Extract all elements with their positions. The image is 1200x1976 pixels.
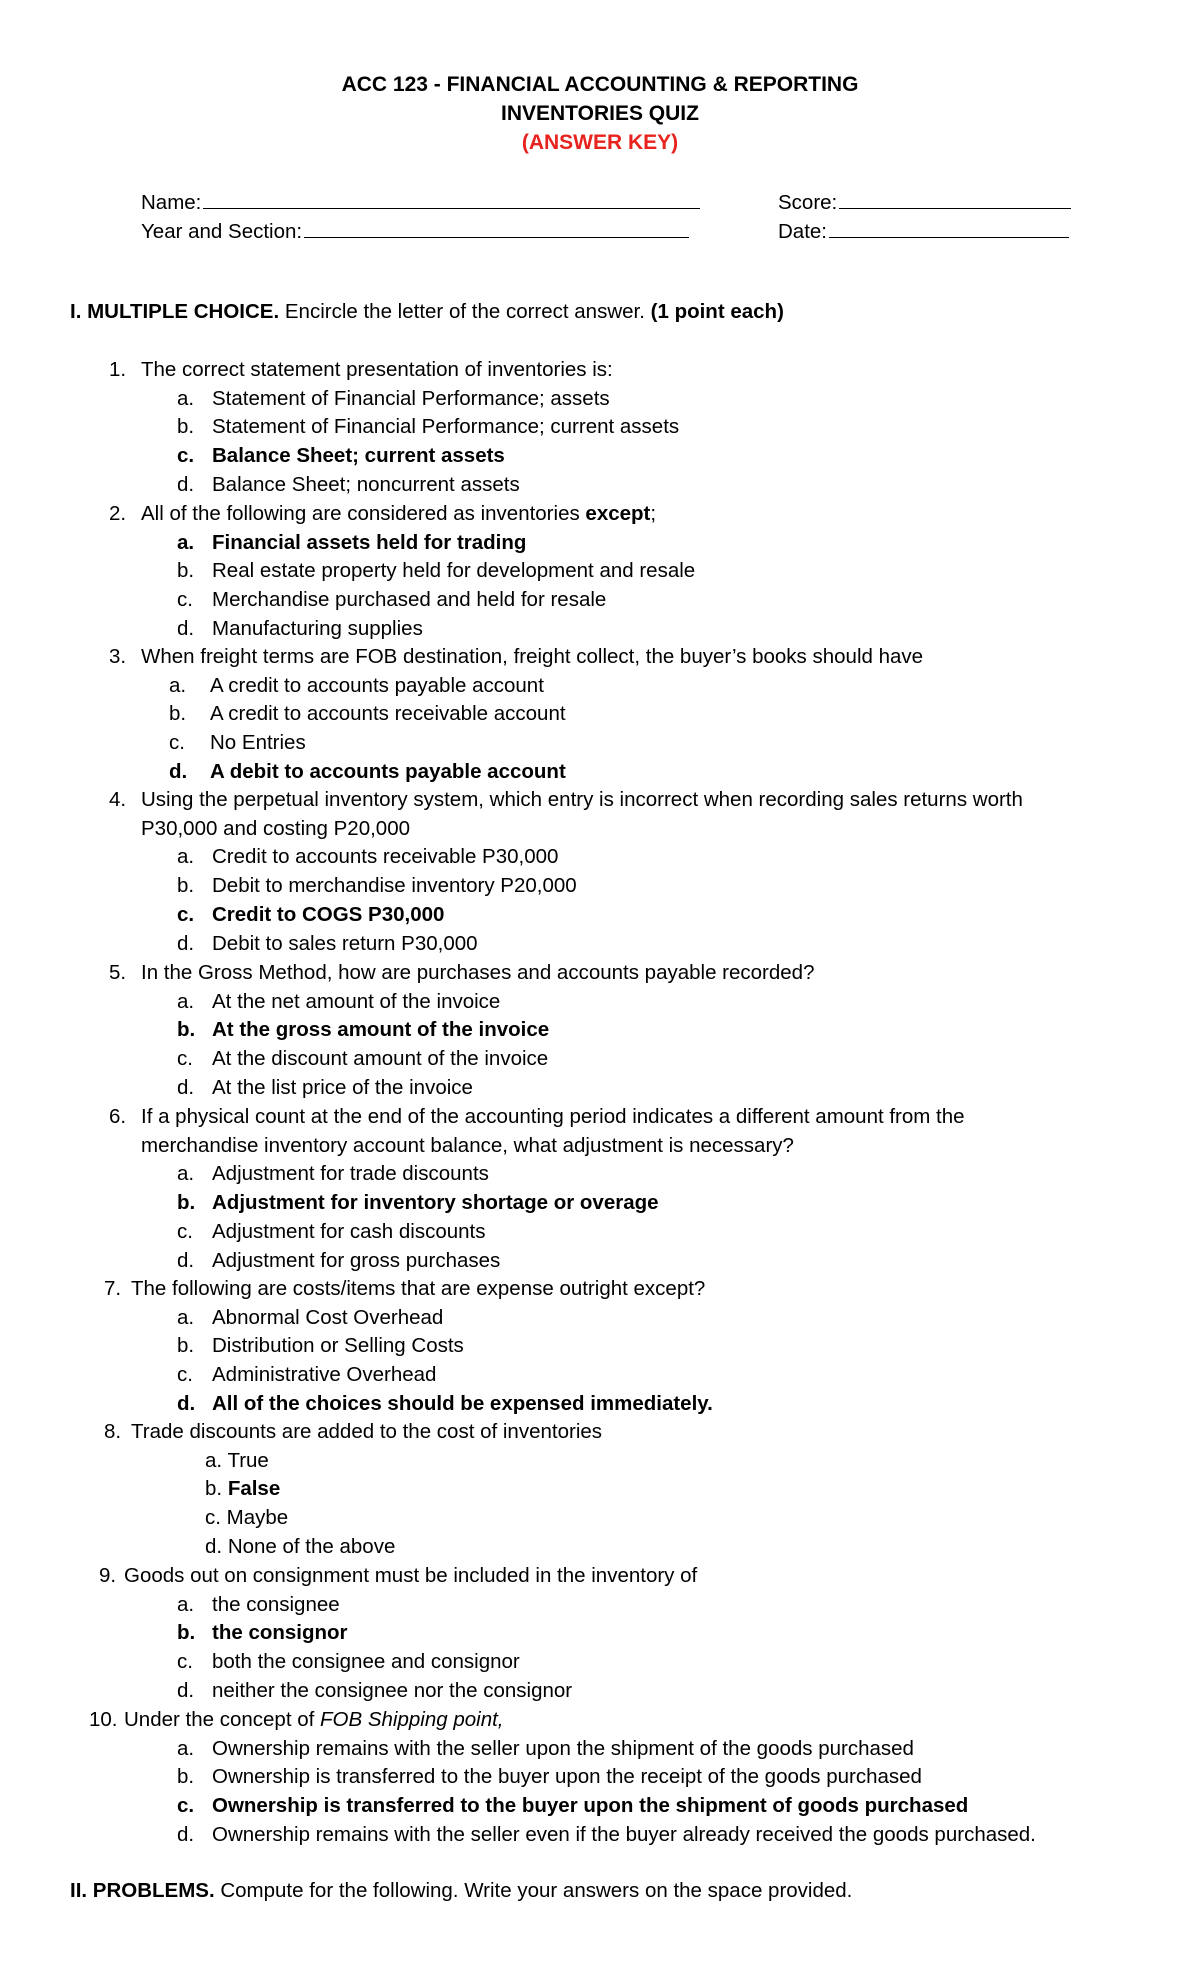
question-text: [141, 790, 1023, 811]
choice-letter: c.: [177, 1650, 193, 1674]
name-blank: [203, 189, 700, 209]
date-field: [778, 218, 1069, 243]
question-text: [124, 1710, 504, 1731]
choice-text: Balance Sheet; noncurrent assets: [212, 472, 520, 496]
choice-text: Adjustment for trade discounts: [212, 1162, 489, 1186]
question-number: 6.: [109, 1105, 127, 1128]
year-section-field: [141, 218, 689, 243]
choice-letter: a.: [205, 1448, 223, 1472]
question-text: [141, 647, 923, 668]
question-number: 5.: [109, 961, 127, 984]
choice-letter: d.: [177, 472, 195, 496]
choice-text: Credit to accounts receivable P30,000: [212, 845, 559, 869]
choice-letter: c.: [177, 1363, 193, 1387]
choice-letter: a.: [169, 673, 187, 697]
correct-answer: Financial assets held for trading: [212, 530, 527, 554]
score-blank: [839, 189, 1071, 209]
correct-answer: At the gross amount of the invoice: [212, 1018, 550, 1042]
correct-answer: All of the choices should be expensed immediately.: [212, 1391, 713, 1415]
question-text: [131, 1422, 602, 1443]
question-text-continued: P30,000 and costing P20,000: [141, 816, 410, 840]
choice-letter: a.: [177, 1736, 195, 1760]
question-text-part: Trade discounts are added to the cost of inventories: [131, 1420, 603, 1443]
question-number: 4.: [109, 788, 127, 811]
answer-key-label: (ANSWER KEY): [521, 131, 679, 154]
question-text-emphasis: except: [585, 502, 651, 525]
choice-letter: d.: [205, 1534, 223, 1558]
correct-answer: False: [227, 1477, 281, 1501]
choice-text: None of the above: [227, 1534, 396, 1558]
choice-letter: b.: [177, 415, 195, 439]
choice-text: Statement of Financial Performance; assets: [212, 386, 610, 410]
choice-letter: d.: [177, 1248, 195, 1272]
choice-text: Merchandise purchased and held for resale: [212, 588, 607, 612]
question-text: [141, 504, 656, 525]
choice-text: Manufacturing supplies: [212, 616, 423, 640]
choice-letter: c.: [177, 588, 193, 612]
choice-text: True: [227, 1448, 269, 1472]
choice-text: Adjustment for gross purchases: [212, 1248, 501, 1272]
choice-letter: c.: [177, 902, 195, 926]
date-label: Date:: [778, 220, 827, 243]
choice-letter: c.: [177, 1219, 193, 1243]
choice-text: Debit to merchandise inventory P20,000: [212, 874, 577, 898]
name-field: [141, 189, 700, 214]
name-label: Name:: [141, 191, 202, 214]
question-text-part: Goods out on consignment must be included in the inventory of: [124, 1564, 698, 1587]
choice-letter: d.: [177, 1391, 196, 1415]
choice-text: Abnormal Cost Overhead: [212, 1305, 444, 1329]
choice-letter: b.: [177, 1018, 196, 1042]
choice-letter: b.: [177, 874, 195, 898]
choice-letter: d.: [177, 931, 195, 955]
choice-letter: b.: [177, 1765, 195, 1789]
choice-text: A credit to accounts payable account: [210, 673, 544, 697]
choice-letter: a.: [177, 1305, 195, 1329]
course-title: ACC 123 - FINANCIAL ACCOUNTING & REPORTING: [341, 73, 859, 96]
choice-letter: a.: [177, 845, 195, 869]
choice-text: both the consignee and consignor: [212, 1650, 520, 1674]
question-text-part: Using the perpetual inventory system, which entry is incorrect when recording sales returns worth: [141, 788, 1023, 811]
choice-text: Distribution or Selling Costs: [212, 1334, 464, 1358]
question-number: 8.: [104, 1420, 122, 1443]
question-text-part: All of the following are considered as inventories: [141, 502, 586, 525]
choice-text: Ownership remains with the seller even if the buyer already received the goods purchased.: [212, 1822, 1036, 1846]
question-number: 1.: [109, 358, 127, 381]
question-text-end: ;: [650, 502, 657, 525]
section-1-points: (1 point each): [650, 300, 784, 323]
year-section-blank: [304, 218, 689, 238]
choice-letter: b.: [177, 559, 195, 583]
choice-text: the consignee: [212, 1592, 340, 1616]
question-text-italic: FOB Shipping point,: [320, 1708, 504, 1731]
section-1-title: I. MULTIPLE CHOICE.: [70, 300, 280, 323]
choice-letter: c.: [177, 1794, 195, 1818]
correct-answer: Adjustment for inventory shortage or overage: [212, 1191, 659, 1215]
score-label: Score:: [778, 191, 838, 214]
choice-letter: b.: [177, 1191, 196, 1215]
score-field: [778, 189, 1071, 214]
choice-b: [205, 1479, 280, 1500]
question-text-part: The correct statement presentation of inventories is:: [141, 358, 613, 381]
choice-letter: c.: [205, 1506, 221, 1530]
section-2-title: II. PROBLEMS.: [70, 1879, 215, 1902]
question-text: [141, 963, 815, 984]
choice-text: A credit to accounts receivable account: [210, 702, 566, 726]
question-text-part: The following are costs/items that are expense outright except?: [131, 1277, 706, 1300]
choice-text: Statement of Financial Performance; current assets: [212, 415, 680, 439]
choice-letter: c.: [169, 731, 185, 755]
question-text: [141, 1107, 965, 1128]
question-number: 9.: [99, 1564, 117, 1587]
choice-text: Adjustment for cash discounts: [212, 1219, 486, 1243]
question-number: 10.: [89, 1708, 118, 1731]
choice-letter: c.: [177, 444, 195, 468]
section-1-heading: [70, 302, 784, 323]
choice-text: At the net amount of the invoice: [212, 989, 501, 1013]
choice-letter: d.: [177, 1822, 195, 1846]
choice-letter: a.: [177, 386, 195, 410]
quiz-title: INVENTORIES QUIZ: [501, 102, 699, 125]
choice-text: neither the consignee nor the consignor: [212, 1678, 573, 1702]
choice-letter: a.: [177, 530, 195, 554]
choice-text: At the list price of the invoice: [212, 1075, 473, 1099]
date-blank: [829, 218, 1069, 238]
correct-answer: the consignor: [212, 1621, 348, 1645]
choice-letter: d.: [169, 759, 188, 783]
question-text: [131, 1279, 705, 1300]
question-number: 7.: [104, 1277, 122, 1300]
choice-letter: b.: [177, 1621, 196, 1645]
choice-d: [205, 1534, 396, 1558]
choice-letter: b.: [177, 1334, 195, 1358]
section-2-heading: [70, 1881, 852, 1902]
question-number: 2.: [109, 502, 127, 525]
choice-letter: b.: [205, 1477, 223, 1501]
choice-text: Maybe: [226, 1506, 289, 1530]
question-text-part: If a physical count at the end of the accounting period indicates a different amount from the: [141, 1105, 965, 1128]
choice-a: [205, 1448, 269, 1472]
choice-letter: c.: [177, 1047, 193, 1071]
choice-letter: b.: [169, 702, 187, 726]
choice-text: Real estate property held for development and resale: [212, 559, 696, 583]
question-text: [141, 360, 613, 381]
question-text-part: When freight terms are FOB destination, freight collect, the buyer’s books should have: [141, 645, 924, 668]
section-2-instruction: Compute for the following. Write your answers on the space provided.: [214, 1879, 853, 1902]
choice-c: [205, 1508, 288, 1529]
correct-answer: Ownership is transferred to the buyer upon the shipment of goods purchased: [212, 1794, 969, 1818]
question-text-part: Under the concept of: [124, 1708, 321, 1731]
question-text: [124, 1566, 697, 1587]
section-1-instruction: Encircle the letter of the correct answer.: [279, 300, 651, 323]
choice-text: Ownership is transferred to the buyer upon the receipt of the goods purchased: [212, 1765, 922, 1789]
correct-answer: Balance Sheet; current assets: [212, 444, 505, 468]
choice-letter: d.: [177, 1678, 195, 1702]
choice-letter: d.: [177, 1075, 195, 1099]
choice-letter: d.: [177, 616, 195, 640]
question-text-part: In the Gross Method, how are purchases and accounts payable recorded?: [141, 961, 815, 984]
choice-text: Ownership remains with the seller upon the shipment of the goods purchased: [212, 1736, 914, 1760]
choice-text: At the discount amount of the invoice: [212, 1047, 549, 1071]
question-number: 3.: [109, 645, 127, 668]
year-section-label: Year and Section:: [141, 220, 303, 243]
choice-text: Administrative Overhead: [212, 1363, 437, 1387]
choice-letter: a.: [177, 989, 195, 1013]
choice-text: Debit to sales return P30,000: [212, 931, 478, 955]
choice-letter: a.: [177, 1592, 195, 1616]
choice-text: No Entries: [210, 731, 306, 755]
correct-answer: Credit to COGS P30,000: [212, 902, 445, 926]
question-text-continued: merchandise inventory account balance, what adjustment is necessary?: [141, 1133, 794, 1157]
choice-letter: a.: [177, 1162, 195, 1186]
correct-answer: A debit to accounts payable account: [210, 759, 566, 783]
